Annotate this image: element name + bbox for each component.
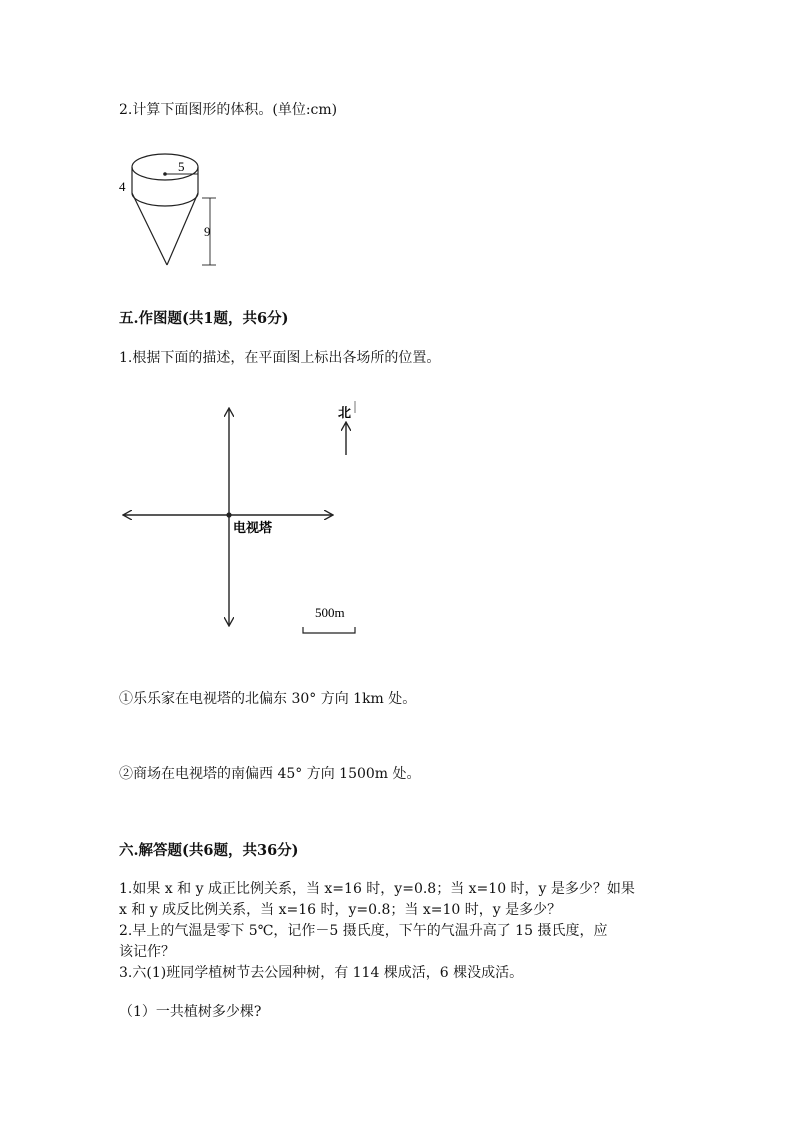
question-2-text: 2.计算下面图形的体积。(单位:cm) xyxy=(119,102,338,118)
cylinder-cone-figure xyxy=(110,145,230,270)
map-figure xyxy=(115,395,375,640)
section-5-title: 五.作图题(共1题，共6分) xyxy=(119,310,289,327)
cylinder-height-label: 4 xyxy=(119,179,126,194)
section-6-q1-line1: 1.如果 x 和 y 成正比例关系，当 x=16 时，y=0.8；当 x=10 时，y 是多少？如果 xyxy=(119,881,635,897)
north-label: 北 xyxy=(338,405,352,420)
scale-bar xyxy=(303,627,355,633)
radius-label: 5 xyxy=(178,159,185,174)
section-6-q3-sub1: （1）一共植树多少棵? xyxy=(119,1004,262,1020)
cone-height-label: 9 xyxy=(204,224,211,239)
tv-tower-label: 电视塔 xyxy=(233,520,273,535)
section-6-q1-line2: x 和 y 成反比例关系，当 x=16 时，y=0.8；当 x=10 时，y 是多少？ xyxy=(119,902,562,918)
scale-label: 500m xyxy=(315,605,345,620)
map-item-1: ①乐乐家在电视塔的北偏东 30° 方向 1km 处。 xyxy=(119,691,417,707)
section-5-question-1: 1.根据下面的描述，在平面图上标出各场所的位置。 xyxy=(119,350,441,366)
map-item-2: ②商场在电视塔的南偏西 45° 方向 1500m 处。 xyxy=(119,766,421,782)
section-6-q3: 3.六(1)班同学植树节去公园种树，有 114 棵成活，6 棵没成活。 xyxy=(119,965,524,981)
section-6-q2-line2: 该记作？ xyxy=(119,944,175,960)
section-6-title: 六.解答题(共6题，共36分) xyxy=(119,842,299,859)
section-6-q2-line1: 2.早上的气温是零下 5℃，记作－5 摄氏度，下午的气温升高了 15 摄氏度，应 xyxy=(119,923,608,939)
tv-tower-point xyxy=(226,512,231,517)
